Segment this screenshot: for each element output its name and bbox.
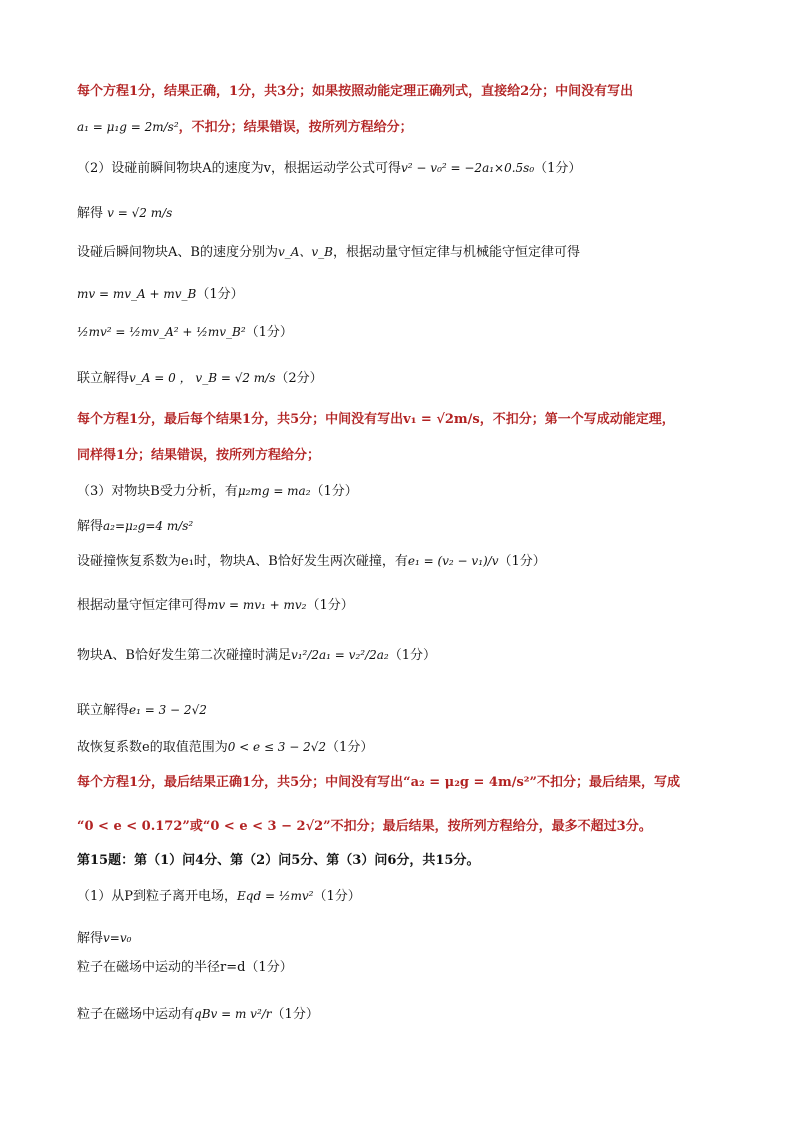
equation: mv = mv_A + mv_B <box>77 287 197 301</box>
text: 联立解得 <box>77 371 130 386</box>
grading-note-1: 每个方程1分，结果正确，1分，共3分；如果按照动能定理正确列式，直接给2分；中间没有写出 <box>77 84 634 99</box>
solution-line <box>77 1004 319 1025</box>
equation: v = √2 m/s <box>107 206 173 220</box>
score: （1分） <box>306 598 354 613</box>
text: 物块A、B恰好发生第二次碰撞时满足 <box>77 648 291 663</box>
score: （1分） <box>271 1007 319 1022</box>
solution-line <box>77 368 323 389</box>
text: 解得 <box>77 931 104 946</box>
text: 故恢复系数e的取值范围为 <box>77 740 228 755</box>
equation: qBv = m v²/r <box>194 1007 272 1021</box>
text: 根据动量守恒定律可得 <box>77 598 208 613</box>
text: 联立解得 <box>77 703 130 718</box>
solution-line <box>77 516 193 537</box>
solution-line <box>77 737 373 758</box>
equation: v=v₀ <box>103 931 132 945</box>
equation: 0 < e ≤ 3 − 2√2 <box>227 740 327 754</box>
text: 解得 <box>77 206 104 221</box>
equation: v_A、v_B <box>277 245 333 259</box>
solution-line-part3 <box>77 481 358 502</box>
score: （1分） <box>534 161 582 176</box>
grading-note-5: 每个方程1分，最后结果正确1分，共5分；中间没有写出“a₂ = μ₂g = 4m/s²”不扣分；最后结果，写成 <box>77 775 680 790</box>
equation: a₂=μ₂g=4 m/s² <box>103 519 194 533</box>
equation: v₁²/2a₁ = v₂²/2a₂ <box>290 648 389 662</box>
text: （3）对物块B受力分析，有 <box>77 484 238 499</box>
text: （2）设碰前瞬间物块A的速度为v，根据运动学公式可得 <box>77 161 402 176</box>
text: 解得 <box>77 519 104 534</box>
equation: v_A = 0 ， v_B = √2 m/s <box>129 371 276 385</box>
equation: μ₂mg = ma₂ <box>237 484 311 498</box>
question-15-heading: 第15题：第（1）问4分、第（2）问5分、第（3）问6分，共15分。 <box>77 853 480 868</box>
solution-line <box>77 322 293 343</box>
solution-line <box>77 928 131 949</box>
score: （1分） <box>310 484 358 499</box>
text: 粒子在磁场中运动的半径r=d（1分） <box>77 960 293 975</box>
solution-line-part2 <box>77 158 581 179</box>
text: 粒子在磁场中运动有 <box>77 1007 195 1022</box>
equation: ½mv² = ½mv_A² + ½mv_B² <box>77 325 246 339</box>
solution-line <box>77 645 436 666</box>
note-text: ，不扣分；结果错误，按所列方程给分； <box>178 120 413 135</box>
equation: mv = mv₁ + mv₂ <box>207 598 307 612</box>
grading-note-6: “0 < e < 0.172”或“0 < e < 3 − 2√2”不扣分；最后结果，按所列方程给分，最多不超过3分。 <box>77 819 652 834</box>
score: （1分） <box>388 648 437 663</box>
score: （1分） <box>498 554 546 569</box>
score: （1分） <box>196 287 244 302</box>
solution-line <box>77 700 207 721</box>
text: 设碰后瞬间物块A、B的速度分别为 <box>77 245 278 260</box>
equation: a₁ = μ₁g = 2m/s² <box>77 120 179 134</box>
score: （2分） <box>275 371 323 386</box>
grading-note-4: 同样得1分；结果错误，按所列方程给分； <box>77 448 321 463</box>
text: （1）从P到粒子离开电场， <box>77 889 238 904</box>
grading-note-2 <box>77 117 413 138</box>
equation: v² − v₀² = −2a₁×0.5s₀ <box>401 161 535 175</box>
solution-line <box>77 242 580 263</box>
score: （1分） <box>313 889 361 904</box>
solution-line <box>77 284 244 305</box>
solution-line <box>77 551 546 572</box>
equation: e₁ = (v₂ − v₁)/v <box>407 554 499 568</box>
text: 设碰撞恢复系数为e₁时，物块A、B恰好发生两次碰撞，有 <box>77 554 408 569</box>
score: （1分） <box>326 740 374 755</box>
equation: e₁ = 3 − 2√2 <box>129 703 207 717</box>
solution-line <box>77 203 172 224</box>
solution-line <box>77 595 354 616</box>
grading-note-3: 每个方程1分，最后每个结果1分，共5分；中间没有写出v₁ = √2m/s，不扣分；第一个写成动能定理， <box>77 412 675 427</box>
equation: Eqd = ½mv² <box>237 889 314 903</box>
solution-line <box>77 958 293 978</box>
score: （1分） <box>245 325 293 340</box>
solution-line-q15 <box>77 886 361 907</box>
text: ，根据动量守恒定律与机械能守恒定律可得 <box>333 245 581 260</box>
